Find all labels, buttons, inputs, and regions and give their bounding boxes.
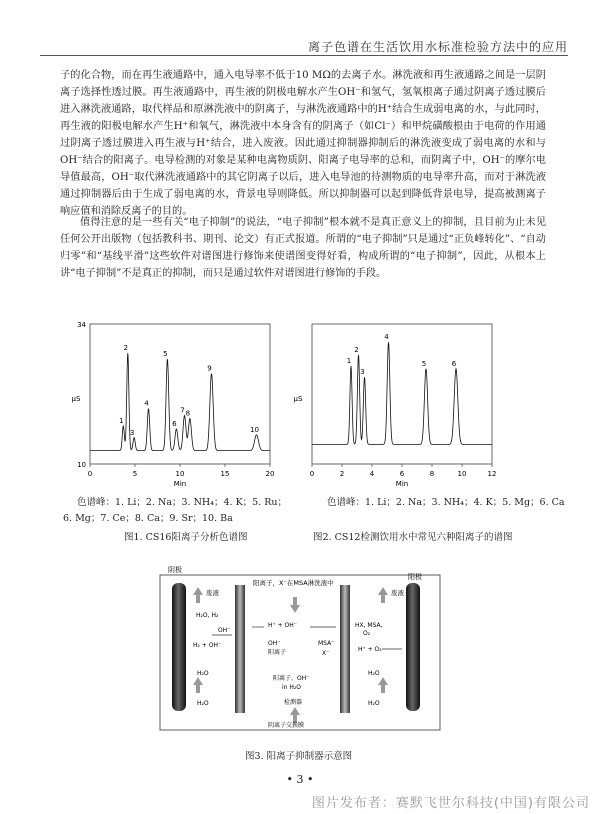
peak-label-4: 4 [144, 399, 149, 408]
cation-center: 阳离子 [268, 649, 287, 656]
peak-label-10: 10 [250, 425, 259, 434]
y-tick-label: 10 [77, 461, 86, 469]
paragraph-1 [60, 67, 546, 220]
detector-label: 检测器 [284, 699, 303, 706]
waste-right: 废液 [391, 589, 404, 597]
watermark: 图片发布者：赛默飞世尔科技(中国)有限公司 [311, 796, 590, 811]
o2-label: O₂ [363, 630, 371, 637]
h-oh-label: H⁺ + OH⁻ [268, 622, 297, 629]
figure1-legend [63, 495, 297, 527]
h2o-h2-label: H₂O, H₂ [196, 612, 219, 619]
x-tick-label: 0 [87, 470, 93, 478]
anode-label: 阳极 [408, 573, 422, 581]
x-tick-label: 0 [309, 470, 315, 478]
oh-center: OH⁻ [268, 640, 281, 647]
oh-left: OH⁻ [218, 627, 231, 634]
h2-oh-label: H₂ + OH⁻ [193, 642, 222, 649]
hx-msa-label: HX, MSA, [355, 622, 383, 629]
figure1-legend-line1: 色谱峰：1. Li；2. Na；3. NH₄；4. K；5. Ru； [77, 497, 288, 508]
paragraph-2 [60, 214, 546, 282]
x-tick-label: 2 [339, 470, 345, 478]
peak-label-3: 3 [360, 368, 365, 377]
peak-label-5: 5 [163, 350, 168, 358]
y-tick-label: 34 [77, 321, 86, 329]
peak-label-9: 9 [207, 364, 212, 373]
x-tick-label: 12 [487, 470, 497, 478]
chromatogram-trace [90, 353, 270, 450]
peak-label-3: 3 [129, 428, 135, 437]
plot-frame [312, 324, 492, 464]
anode-electrode [406, 583, 420, 711]
peak-label-6: 6 [451, 359, 457, 368]
cathode-label: 阴极 [168, 566, 182, 574]
x-tick-label: 4 [369, 470, 375, 478]
figure2-caption: 图2. CS12检测饮用水中常见六种阳离子的谱图 [313, 532, 513, 543]
right-membrane [340, 585, 350, 713]
left-membrane [235, 585, 245, 713]
x-tick-label: 15 [220, 470, 230, 478]
chromatogram-cs16 [60, 312, 280, 492]
peak-label-5: 5 [421, 359, 427, 368]
figure2-legend-line1: 色谱峰：1. Li；2. Na；3. NH₄；4. K；5. Mg；6. Ca [327, 497, 565, 508]
chromatogram-cs12 [288, 312, 508, 492]
figure1-caption: 图1. CS16阳离子分析色谱图 [124, 532, 248, 543]
x-tick-label: 10 [457, 470, 467, 478]
cathode-electrode [172, 583, 186, 711]
cation-feed-label: 阳离子，X⁻在MSA淋洗液中 [253, 579, 334, 587]
suppressor-diagram [150, 565, 450, 745]
plot-frame [90, 324, 270, 464]
running-title: 离子色谱在生活饮用水标准检验方法中的应用 [307, 40, 568, 54]
x-axis-label: Min [173, 480, 187, 488]
y-axis-label: μS [71, 395, 81, 403]
x-tick-label: 8 [429, 470, 435, 478]
x-tick-label: 5 [132, 470, 138, 478]
paragraph-2-text: 值得注意的是一些有关“电子抑制”的说法，“电子抑制”根本就不是真正意义上的抑制，且目前为止未见任何公开出版物（包括教科书、期刊、论文）有正式报道。所谓的“电子抑制”只是通过“正负峰转化”、“自动归零”和“基线平滑”这些软件对谱图进行修饰来使谱图变得好看，构成所谓的“电子抑制”，因此，从根本上讲“电子抑制”不是真正的抑制，而只是通过软件对谱图进行修饰的手段。 [60, 217, 546, 279]
x-tick-label: 6 [399, 470, 405, 478]
y-axis-label: μS [293, 395, 303, 403]
x-tick-label: 10 [175, 470, 185, 478]
in-h2o-label: in H₂O [282, 684, 302, 691]
figure3-caption: 图3. 阳离子抑制器示意图 [245, 751, 353, 762]
peak-label-1: 1 [346, 357, 352, 365]
x-axis-label: Min [395, 480, 409, 488]
msa-label: MSA⁻ [318, 640, 335, 647]
peak-label-4: 4 [384, 333, 389, 342]
x-tick-label: 20 [265, 470, 275, 478]
paragraph-1-text: 子的化合物，而在再生液通路中，通入电导率不低于10 MΩ的去离子水。淋洗液和再生液通路之间是一层阴离子选择性透过膜。再生液通路中，再生液的阴极电解水产生OH⁻和氢气，氢氧根离子通过阴离子透过膜后进入淋洗液通路，取代样品和原淋洗液中的阴离子，与淋洗液通路中的H⁺结合生成弱电离的水，与此同时，再生液的阳极电解水产生H⁺和氧气，淋洗液中本身含有的阴离子（如Cl⁻）和甲烷磺酸根由于电荷的作用通过阴离子透过膜进入再生液与H⁺结合，进入废液。因此通过抑制器抑制后的淋洗液变成了弱电离的水和与OH⁻结合的阳离子。电导检测的对象是某种电离物质阴、阳离子电导率的总和，而阴离子中，OH⁻的摩尔电导值最高，OH⁻取代淋洗液通路中的其它阴离子以后，进入电导池的待测物质的电导率升高，而对于淋洗液通过抑制器后由于生成了弱电离的水，背景电导则降低。所以抑制器可以起到降低背景电导，提高被测离子响应值和消除反离子的目的。 [60, 70, 546, 217]
page-number: • 3 • [286, 773, 314, 786]
h2o-left-bottom: H₂O [197, 700, 209, 707]
x-label: X⁻ [322, 650, 330, 657]
peak-label-6: 6 [172, 420, 177, 428]
h-o2-label: H⁺ + O₂ [358, 646, 382, 653]
figure1-legend-line2: 6. Mg；7. Ce；8. Ca；9. Sr；10. Ba [63, 513, 233, 524]
chromatogram-trace [312, 342, 492, 444]
h2o-left-mid: H₂O [197, 670, 209, 677]
peak-label-2: 2 [354, 345, 359, 354]
membrane-label: 阴离子交换膜 [268, 722, 305, 729]
waste-left: 废液 [206, 589, 219, 597]
figure2-legend [327, 495, 567, 511]
peak-label-2: 2 [123, 344, 129, 353]
h2o-right-bottom: H₂O [368, 700, 380, 707]
peak-label-8: 8 [185, 409, 191, 418]
peak-label-7: 7 [180, 406, 185, 415]
page-header [0, 0, 600, 54]
header-rule [40, 55, 568, 56]
h2o-right-mid: H₂O [368, 670, 380, 677]
peak-label-1: 1 [119, 417, 124, 426]
cation-oh-label: 阳离子，OH⁻ [273, 675, 310, 682]
